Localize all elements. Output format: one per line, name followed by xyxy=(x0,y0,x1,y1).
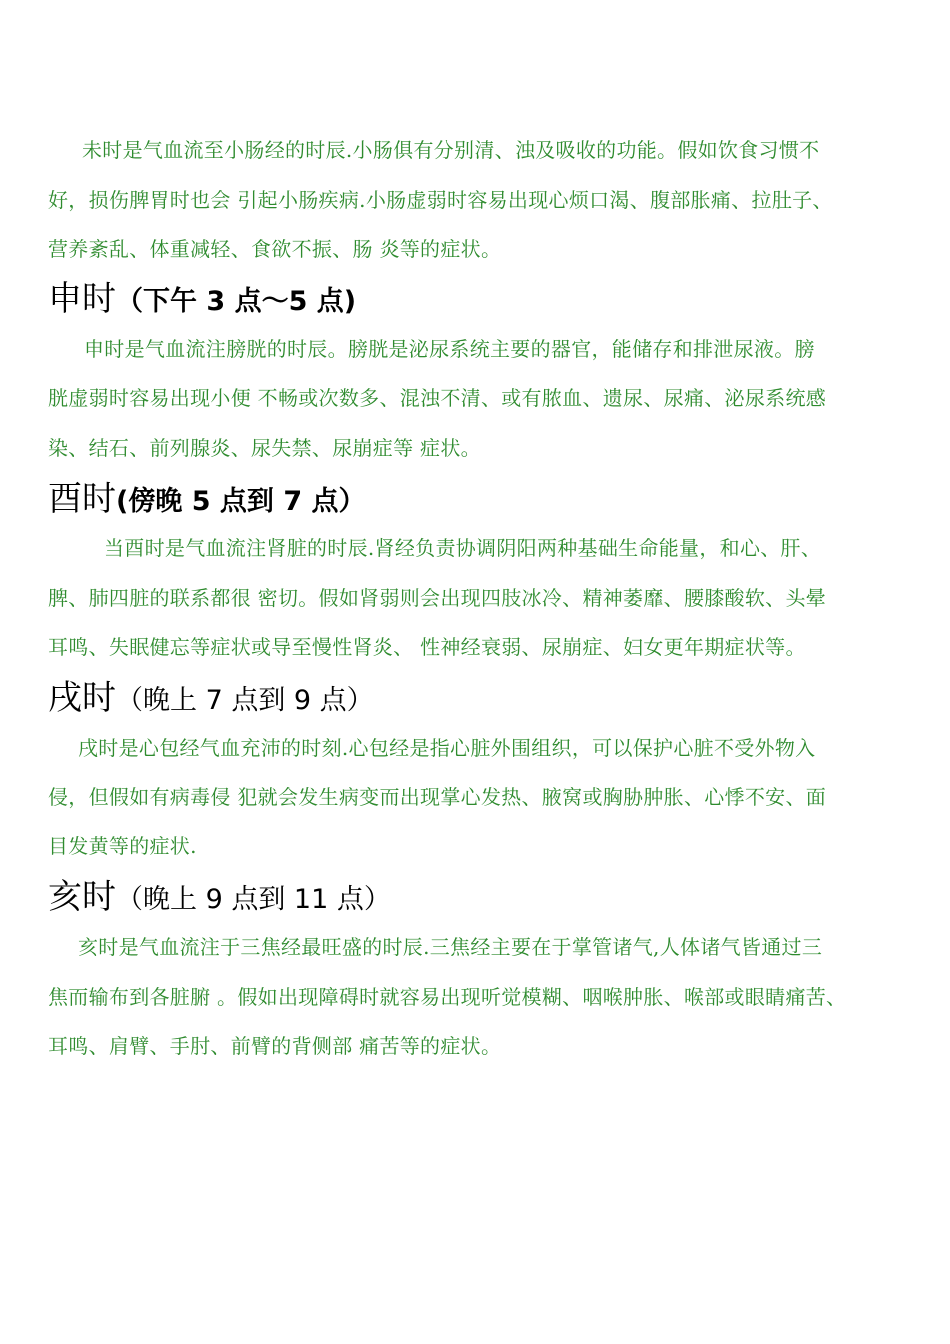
section-heading-you xyxy=(48,479,366,525)
paragraph-line: 好，损伤脾胃时也会 引起小肠疾病.小肠虚弱时容易出现心烦口渴、腹部胀痛、拉肚子、 xyxy=(48,188,833,212)
heading-title: 申时 xyxy=(48,279,116,319)
paragraph-line: 胱虚弱时容易出现小便 不畅或次数多、混浊不清、或有脓血、遗尿、尿痛、泌尿系统感 xyxy=(48,386,827,410)
paragraph-line: 脾、肺四脏的联系都很 密切。假如肾弱则会出现四肢冰冷、精神萎靡、腰膝酸软、头晕 xyxy=(48,586,827,610)
section-heading-xu xyxy=(48,678,374,724)
paragraph-line: 当酉时是气血流注肾脏的时辰.肾经负责协调阴阳两种基础生命能量，和心、肝、 xyxy=(104,536,822,560)
heading-title: 亥时 xyxy=(48,877,116,917)
section-heading-hai xyxy=(48,877,391,923)
paragraph-line: 耳鸣、肩臂、手肘、前臂的背侧部 痛苦等的症状。 xyxy=(48,1034,502,1058)
heading-time-range: （晚上 7 点到 9 点） xyxy=(116,685,374,716)
heading-time-range: (傍晚 5 点到 7 点） xyxy=(116,486,366,517)
paragraph-line: 申时是气血流注膀胱的时辰。膀胱是泌尿系统主要的器官，能储存和排泄尿液。膀 xyxy=(84,337,815,361)
paragraph-line: 目发黄等的症状. xyxy=(48,834,197,858)
paragraph-line: 染、结石、前列腺炎、尿失禁、尿崩症等 症状。 xyxy=(48,436,481,460)
paragraph-line: 焦而输布到各脏腑 。假如出现障碍时就容易出现听觉模糊、咽喉肿胀、喉部或眼睛痛苦、 xyxy=(48,985,847,1009)
paragraph-line: 戌时是心包经气血充沛的时刻.心包经是指心脏外围组织，可以保护心脏不受外物入 xyxy=(78,736,816,760)
paragraph-line: 未时是气血流至小肠经的时辰.小肠俱有分别清、浊及吸收的功能。假如饮食习惯不 xyxy=(82,138,820,162)
heading-time-range: （晚上 9 点到 11 点） xyxy=(116,884,391,915)
heading-time-range: （下午 3 点～5 点) xyxy=(116,286,357,317)
paragraph-line: 侵，但假如有病毒侵 犯就会发生病变而出现掌心发热、腋窝或胸胁肿胀、心悸不安、面 xyxy=(48,785,827,809)
paragraph-line: 亥时是气血流注于三焦经最旺盛的时辰.三焦经主要在于掌管诸气,人体诸气皆通过三 xyxy=(78,935,823,959)
paragraph-line: 营养紊乱、体重减轻、食欲不振、肠 炎等的症状。 xyxy=(48,237,502,261)
section-heading-shen xyxy=(48,279,356,325)
heading-title: 戌时 xyxy=(48,678,116,718)
paragraph-line: 耳鸣、失眠健忘等症状或导至慢性肾炎、 性神经衰弱、尿崩症、妇女更年期症状等。 xyxy=(48,635,806,659)
heading-title: 酉时 xyxy=(48,479,116,519)
